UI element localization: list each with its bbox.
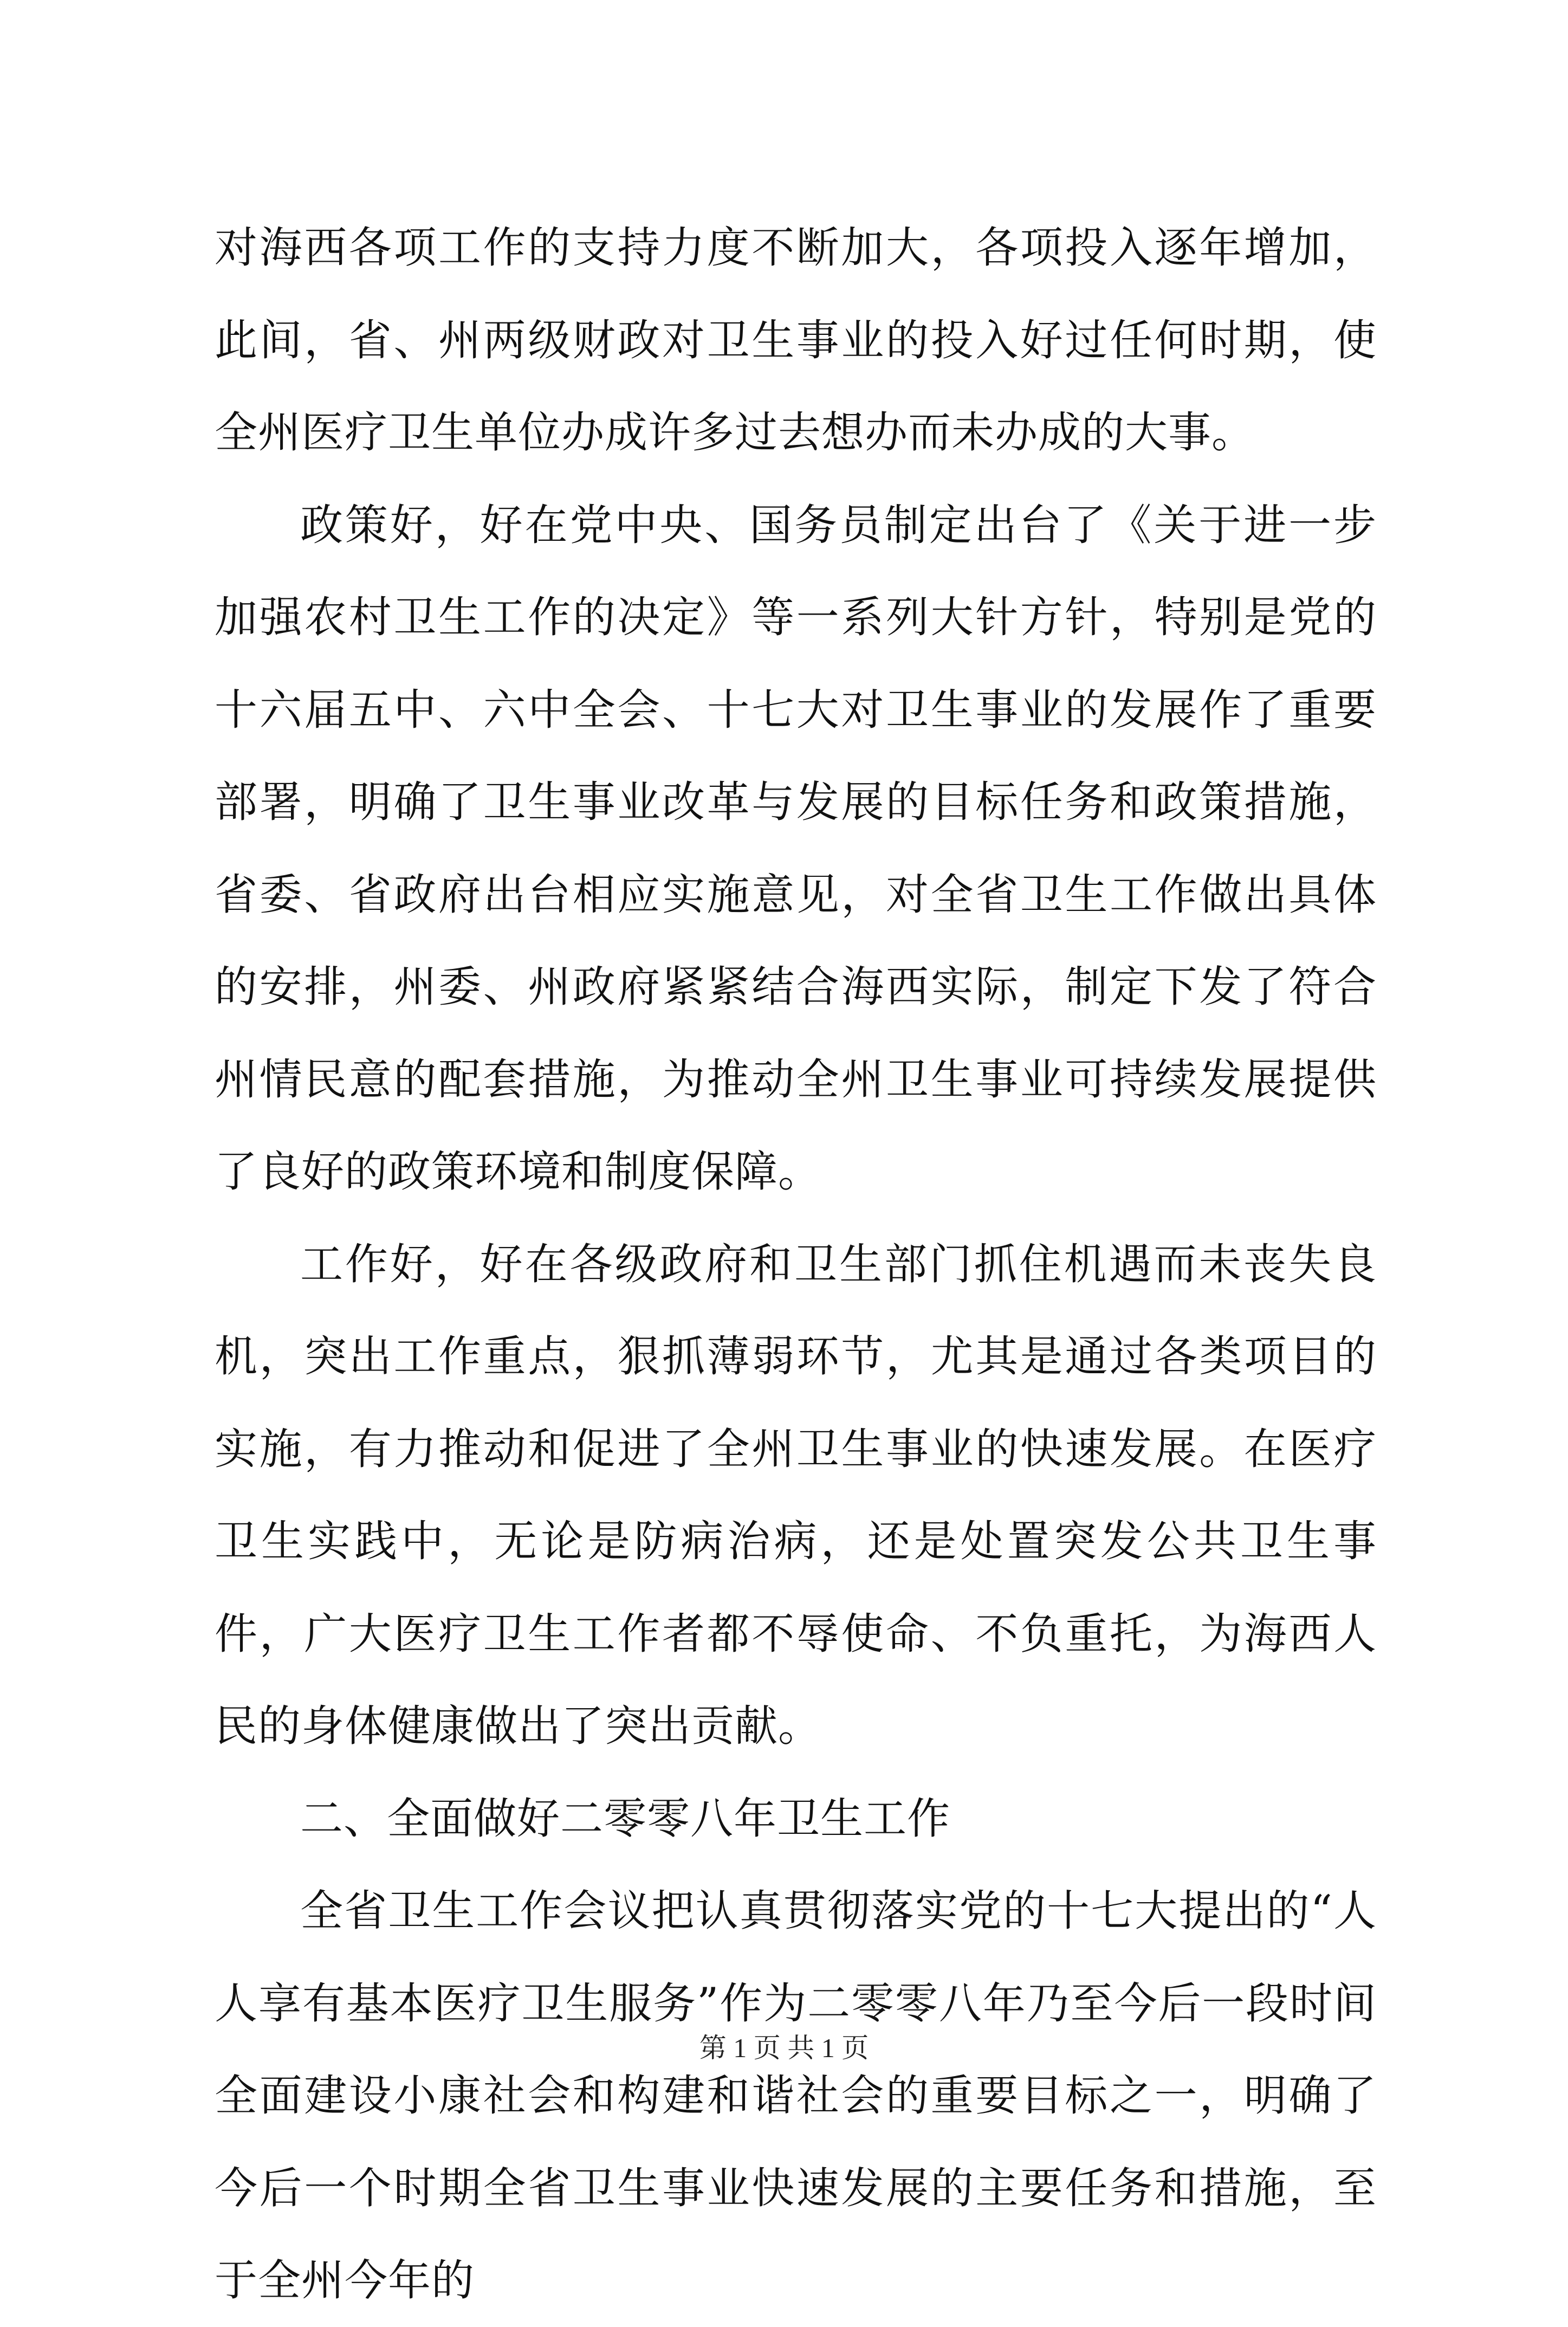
paragraph-1: 对海西各项工作的支持力度不断加大，各项投入逐年增加，此间，省、州两级财政对卫生事业的投入好过任何时期，使全州医疗卫生单位办成许多过去想办而未办成的大事。	[215, 223, 1377, 457]
page-number-footer: 第 1 页 共 1 页	[699, 2033, 869, 2063]
section-heading: 二、全面做好二零零八年卫生工作	[300, 1793, 950, 1844]
document-body	[215, 202, 1377, 2327]
paragraph-3: 工作好，好在各级政府和卫生部门抓住机遇而未丧失良机，突出工作重点，狠抓薄弱环节，尤其是通过各类项目的实施，有力推动和促进了全州卫生事业的快速发展。在医疗卫生实践中，无论是防病治病，还是处置突发公共卫生事件，广大医疗卫生工作者都不辱使命、不负重托，为海西人民的身体健康做出了突出贡献。	[215, 1239, 1377, 1751]
paragraph-5: 全省卫生工作会议把认真贯彻落实党的十七大提出的“人人享有基本医疗卫生服务”作为二零零八年乃至今后一段时间全面建设小康社会和构建和谐社会的重要目标之一，明确了今后一个时期全省卫生事业快速发展的主要任务和措施，至于全州今年的	[215, 1886, 1377, 2305]
paragraph-2: 政策好，好在党中央、国务员制定出台了《关于进一步加强农村卫生工作的决定》等一系列大针方针，特别是党的十六届五中、六中全会、十七大对卫生事业的发展作了重要部署，明确了卫生事业改革与发展的目标任务和政策措施，省委、省政府出台相应实施意见，对全省卫生工作做出具体的安排，州委、州政府紧紧结合海西实际，制定下发了符合州情民意的配套措施，为推动全州卫生事业可持续发展提供了良好的政策环境和制度保障。	[215, 500, 1377, 1197]
